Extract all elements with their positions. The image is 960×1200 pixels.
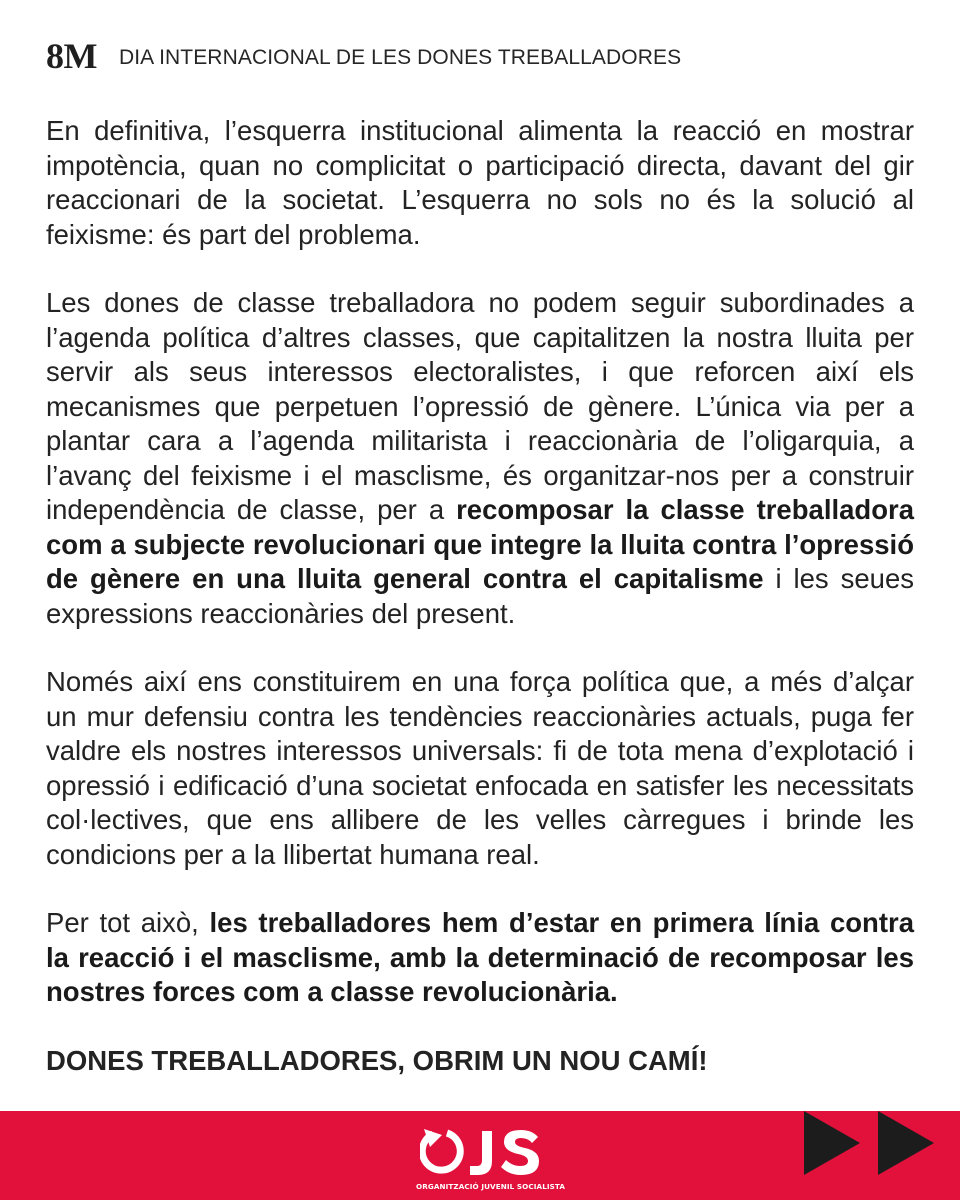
ojs-logo-icon <box>420 1125 544 1179</box>
date-badge: 8M <box>46 36 97 76</box>
ojs-logo <box>416 1125 566 1197</box>
paragraph-2-tail: i les seues expressions reaccionàries del present. <box>46 563 914 629</box>
paragraph-4-text: Per tot això, <box>46 907 210 938</box>
paragraph-4 <box>46 906 914 1010</box>
page-header <box>46 38 681 74</box>
paragraph-2-emphasis: recomposar la classe treballadora com a subjecte revolucionari que integre la lluita contra l’opressió de gènere en una lluita general contra el capitalisme <box>46 494 914 594</box>
paragraph-3: Només així ens constituirem en una força política que, a més d’alçar un mur defensiu contra les tendències reaccionàries actuals, puga fer valdre els nostres interessos universals: fi de tota mena d’explotació i opressió i edificació d’una societat enfocada en satisfer les necessitats col·lectives, que ens allibere de les velles càrregues i brinde les condicions per a la llibertat humana real. <box>46 666 914 870</box>
paragraph-2 <box>46 286 914 631</box>
closing-slogan: DONES TREBALLADORES, OBRIM UN NOU CAMÍ! <box>46 1044 708 1076</box>
paragraph-1: En definitiva, l’esquerra institucional alimenta la reacció en mostrar impotència, quan no complicitat o participació directa, davant del gir reaccionari de la societat. L’esquerra no sols no és la solució al feixisme: és part del problema. <box>46 115 914 250</box>
paragraph-4-emphasis: les treballadores hem d’estar en primera línia contra la reacció i el masclisme, amb la determinació de recomposar les nostres forces com a classe revolucionària. <box>46 907 914 1007</box>
article-body <box>46 114 914 1078</box>
paragraph-2-text: Les dones de classe treballadora no podem seguir subordinades a l’agenda política d’altres classes, que capitalitzen la nostra lluita per servir als seus interessos electoralistes, i que reforcen així els mecanismes que perpetuen l’opressió de gènere. L’única via per a plantar cara a l’agenda militarista i reaccionària de l’oligarquia, a l’avanç del feixisme i el masclisme, és organitzar-nos per a construir independència de classe, per a <box>46 287 914 525</box>
double-chevron-right-icon[interactable] <box>804 1111 934 1175</box>
footer-bar <box>0 1111 960 1200</box>
logo-subtitle: ORGANITZACIÓ JUVENIL SOCIALISTA <box>416 1182 566 1191</box>
header-title: DIA INTERNACIONAL DE LES DONES TREBALLADORES <box>118 46 682 69</box>
